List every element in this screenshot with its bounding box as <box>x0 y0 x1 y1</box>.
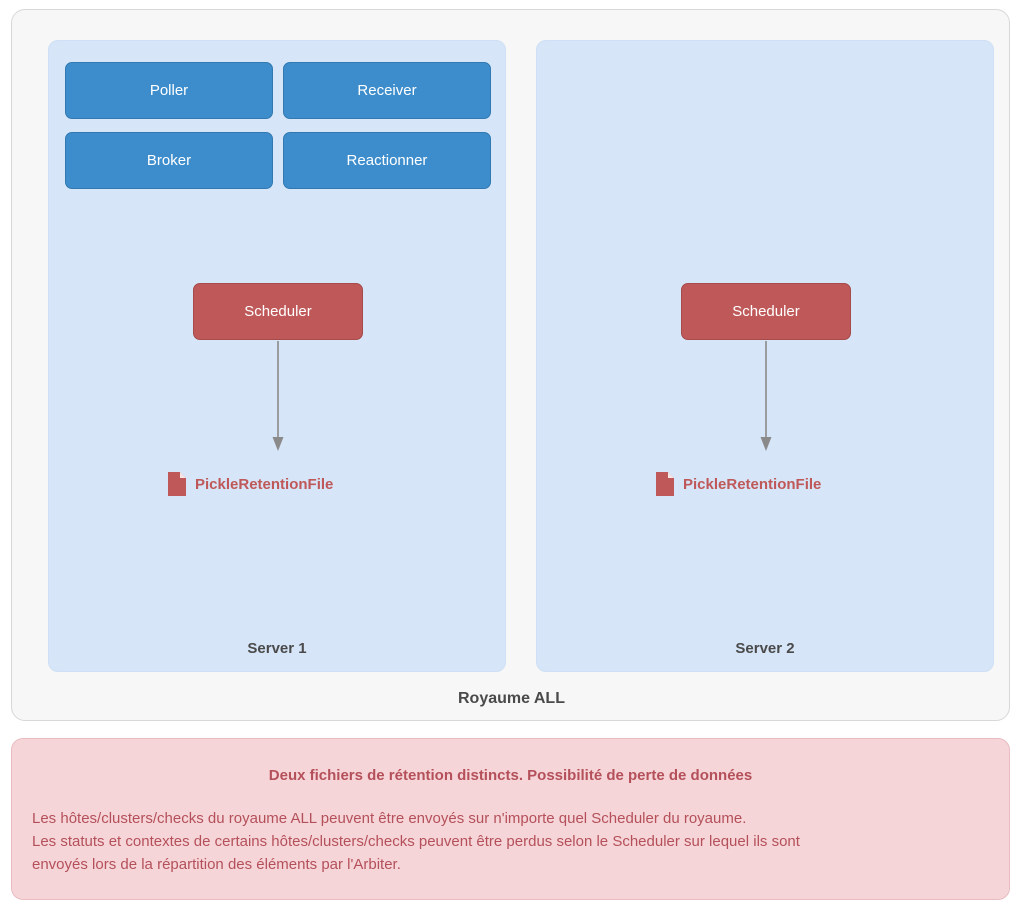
daemon-box-broker[interactable] <box>65 132 273 189</box>
retention-file-1 <box>167 471 333 497</box>
warning-note-line: Les hôtes/clusters/checks du royaume ALL peuvent être envoyés sur n'importe quel Scheduler du royaume. <box>32 810 747 827</box>
realm-label: Royaume ALL <box>458 690 565 707</box>
realm-panel <box>11 9 1010 721</box>
server-box-2 <box>536 40 994 672</box>
scheduler-box-2[interactable] <box>681 283 851 340</box>
daemon-box-reactionner[interactable] <box>283 132 491 189</box>
daemon-label: Broker <box>146 152 192 169</box>
server-label-1: Server 1 <box>247 640 307 657</box>
daemon-label: Reactionner <box>346 152 428 169</box>
warning-note-body <box>32 807 992 876</box>
server-label-2: Server 2 <box>735 640 795 657</box>
daemon-label: Receiver <box>357 82 417 99</box>
retention-file-label: PickleRetentionFile <box>195 475 334 493</box>
scheduler-label: Scheduler <box>732 303 800 320</box>
retention-file-label: PickleRetentionFile <box>683 475 822 493</box>
retention-file-2 <box>655 471 821 497</box>
file-icon <box>655 471 675 497</box>
scheduler-to-retention-arrow-2 <box>537 41 995 673</box>
scheduler-box-1[interactable] <box>193 283 363 340</box>
warning-note-line: Les statuts et contextes de certains hôtes/clusters/checks peuvent être perdus selon le Scheduler sur lequel ils sont <box>32 833 800 850</box>
server-box-1 <box>48 40 506 672</box>
daemon-box-poller[interactable] <box>65 62 273 119</box>
warning-note-panel <box>11 738 1010 900</box>
scheduler-label: Scheduler <box>244 303 312 320</box>
daemon-box-receiver[interactable] <box>283 62 491 119</box>
warning-note-line: envoyés lors de la répartition des éléments par l'Arbiter. <box>32 856 401 873</box>
daemon-label: Poller <box>149 82 189 99</box>
file-icon <box>167 471 187 497</box>
warning-note-title: Deux fichiers de rétention distincts. Possibilité de perte de données <box>268 767 753 784</box>
